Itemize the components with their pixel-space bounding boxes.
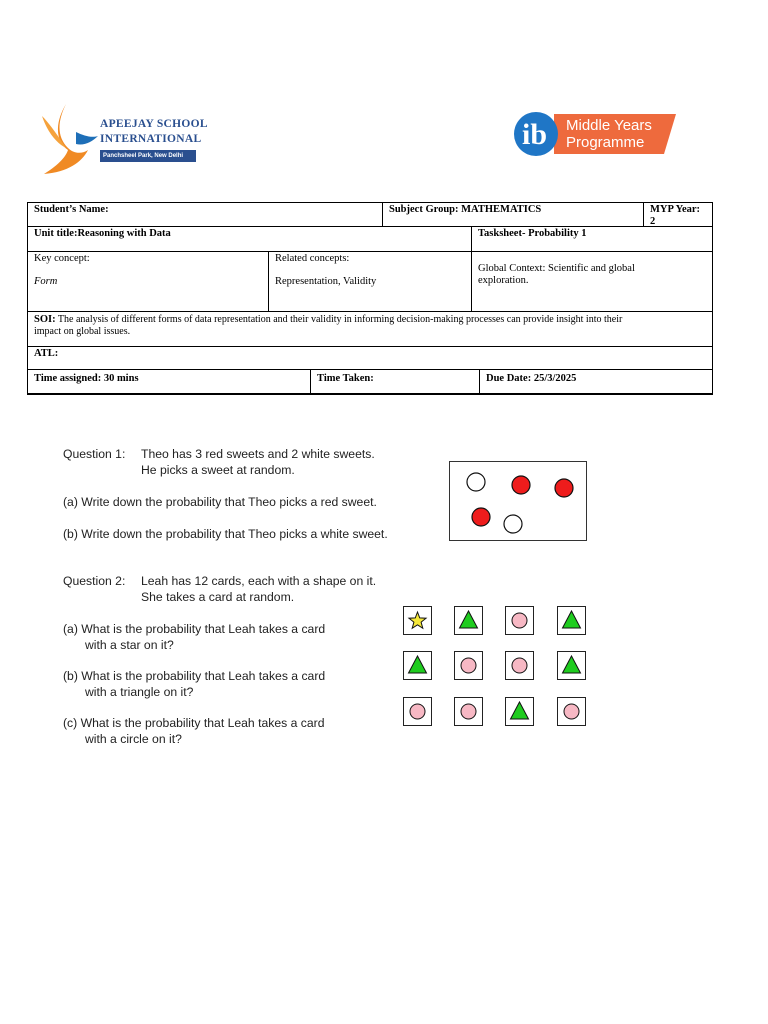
due-date-cell bbox=[479, 369, 713, 395]
card-triangle bbox=[403, 651, 432, 680]
question2-line2: She takes a card at random. bbox=[141, 590, 295, 604]
card-triangle bbox=[505, 697, 534, 726]
myp-year-cell bbox=[643, 202, 713, 227]
time-assigned-cell bbox=[27, 369, 311, 395]
white-sweet-icon bbox=[467, 473, 485, 491]
triangle-icon bbox=[404, 652, 431, 679]
red-sweet-icon bbox=[555, 479, 573, 497]
circle-icon bbox=[455, 698, 482, 725]
global-context-cell bbox=[471, 251, 713, 312]
student-name-label: Student’s Name: bbox=[34, 204, 109, 215]
circle-icon bbox=[455, 652, 482, 679]
card-circle bbox=[454, 651, 483, 680]
question2-part-c-line1: (c) What is the probability that Leah takes a card bbox=[63, 716, 325, 730]
question2-label: Question 2: bbox=[63, 574, 126, 588]
triangle-icon bbox=[558, 652, 585, 679]
due-date: Due Date: 25/3/2025 bbox=[486, 373, 577, 384]
card-circle bbox=[505, 606, 534, 635]
question2-part-a-line2: with a star on it? bbox=[85, 638, 174, 652]
school-location: Panchsheel Park, New Delhi bbox=[100, 150, 196, 162]
soi-text-line1: The analysis of different forms of data representation and their validity in informing decision-making processes can provide insight into their bbox=[55, 314, 623, 325]
ib-programme-line1: Middle Years bbox=[566, 117, 652, 134]
star-icon bbox=[404, 607, 431, 634]
myp-year-label: MYP Year: bbox=[650, 204, 701, 215]
soi-label: SOI: bbox=[34, 314, 56, 325]
card-circle bbox=[403, 697, 432, 726]
school-name-line2: INTERNATIONAL bbox=[100, 133, 202, 145]
card-triangle bbox=[557, 606, 586, 635]
unit-title-cell bbox=[27, 226, 472, 252]
card-triangle bbox=[454, 606, 483, 635]
circle-icon bbox=[506, 607, 533, 634]
atl-cell[interactable] bbox=[27, 346, 713, 370]
card-circle bbox=[454, 697, 483, 726]
triangle-icon bbox=[558, 607, 585, 634]
tasksheet-cell bbox=[471, 226, 713, 252]
tasksheet-title: Tasksheet- Probability 1 bbox=[478, 228, 587, 239]
related-concepts-label: Related concepts: bbox=[275, 253, 350, 264]
time-taken-label: Time Taken: bbox=[317, 373, 374, 384]
subject-group: Subject Group: MATHEMATICS bbox=[389, 204, 542, 215]
time-taken-cell[interactable] bbox=[310, 369, 480, 395]
question2-part-c-line2: with a circle on it? bbox=[85, 732, 182, 746]
question2-part-a-line1: (a) What is the probability that Leah takes a card bbox=[63, 622, 326, 636]
key-concept-label: Key concept: bbox=[34, 253, 90, 264]
red-sweet-icon bbox=[512, 476, 530, 494]
question1-part-b: (b) Write down the probability that Theo picks a white sweet. bbox=[63, 527, 388, 541]
question1-line1: Theo has 3 red sweets and 2 white sweets. bbox=[141, 447, 375, 461]
sweets-figure bbox=[450, 462, 586, 540]
ib-programme-line2: Programme bbox=[566, 134, 645, 151]
question2-line1: Leah has 12 cards, each with a shape on it. bbox=[141, 574, 377, 588]
soi-text-line2: impact on global issues. bbox=[34, 326, 131, 337]
global-context-line1: Global Context: Scientific and global bbox=[478, 263, 635, 274]
circle-icon bbox=[506, 652, 533, 679]
card-circle bbox=[557, 697, 586, 726]
student-name-cell[interactable] bbox=[27, 202, 383, 227]
question2-part-b-line2: with a triangle on it? bbox=[85, 685, 194, 699]
question1-part-a: (a) Write down the probability that Theo picks a red sweet. bbox=[63, 495, 377, 509]
myp-year-value: 2 bbox=[650, 216, 656, 227]
question1-line2: He picks a sweet at random. bbox=[141, 463, 295, 477]
circle-icon bbox=[404, 698, 431, 725]
card-triangle bbox=[557, 651, 586, 680]
related-concepts-value: Representation, Validity bbox=[275, 276, 377, 287]
unit-title: Unit title:Reasoning with Data bbox=[34, 228, 171, 239]
red-sweet-icon bbox=[472, 508, 490, 526]
white-sweet-icon bbox=[504, 515, 522, 533]
key-concept-cell bbox=[27, 251, 269, 312]
soi-cell bbox=[27, 311, 713, 347]
triangle-icon bbox=[455, 607, 482, 634]
atl-label: ATL: bbox=[34, 348, 59, 359]
question1-label: Question 1: bbox=[63, 447, 126, 461]
question2-part-b-line1: (b) What is the probability that Leah takes a card bbox=[63, 669, 326, 683]
school-name-line1: APEEJAY SCHOOL bbox=[100, 118, 208, 130]
card-star bbox=[403, 606, 432, 635]
sweets-box bbox=[449, 461, 587, 541]
card-circle bbox=[505, 651, 534, 680]
svg-text:ib: ib bbox=[522, 118, 548, 151]
time-assigned: Time assigned: 30 mins bbox=[34, 373, 139, 384]
subject-group-cell bbox=[382, 202, 644, 227]
key-concept-value: Form bbox=[34, 276, 58, 287]
global-context-line2: exploration. bbox=[478, 275, 529, 286]
triangle-icon bbox=[506, 698, 533, 725]
circle-icon bbox=[558, 698, 585, 725]
related-concepts-cell bbox=[268, 251, 472, 312]
